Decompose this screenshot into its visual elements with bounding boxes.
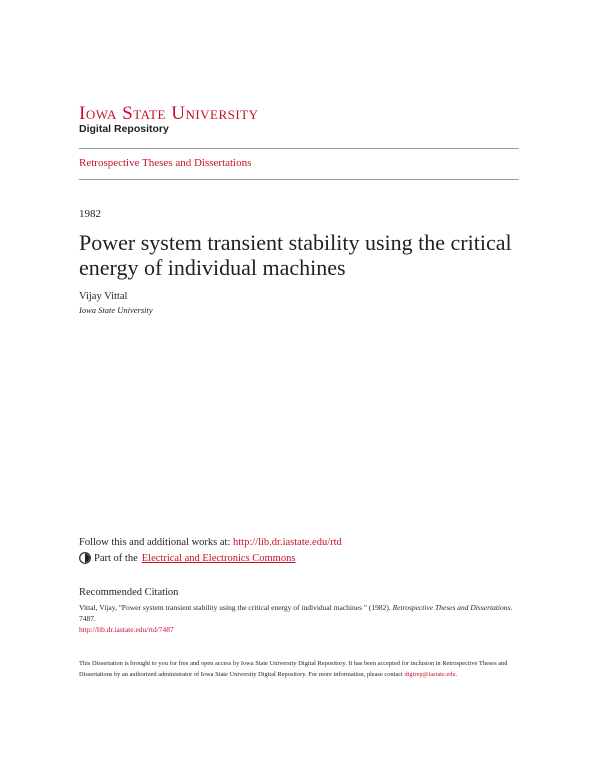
follow-text: Follow this and additional works at: <box>79 537 231 548</box>
citation-text: Vittal, Vijay, "Power system transient stability using the critical energy of individual machines " (1982). <box>79 603 391 612</box>
series-divider <box>79 179 519 180</box>
part-of-line <box>79 552 295 564</box>
series-link[interactable]: Retrospective Theses and Dissertations <box>79 157 252 169</box>
repository-url-link[interactable]: http://lib.dr.iastate.edu/rtd <box>233 537 342 548</box>
citation-url-link[interactable]: http://lib.dr.iastate.edu/rtd/7487 <box>79 625 174 634</box>
notice-end: . <box>455 671 458 678</box>
commons-link[interactable]: Electrical and Electronics Commons <box>141 552 296 564</box>
part-of-text: Part of the <box>94 552 138 564</box>
notice-text: This Dissertation is brought to you for free and open access by Iowa State University Digital Repository. It has been accepted for inclusion in Retrospective Theses and Dissertations by an authorized administrator of Iowa State University Digital Repository. For more information, please contact <box>79 660 508 678</box>
repository-logo-text: Digital Repository <box>79 123 169 135</box>
university-logo: Iowa State University <box>79 103 259 124</box>
contact-email-link[interactable]: digirep@iastate.edu <box>404 671 456 678</box>
top-divider <box>79 148 519 149</box>
creative-commons-icon <box>79 552 91 564</box>
citation-block <box>79 602 519 635</box>
citation-series: Retrospective Theses and Dissertations <box>392 603 511 612</box>
citation-number: . 7487. <box>79 603 513 623</box>
document-title: Power system transient stability using the critical energy of individual machines <box>79 230 512 280</box>
publication-year: 1982 <box>79 208 101 220</box>
author-name: Vijay Vittal <box>79 291 128 302</box>
author-affiliation: Iowa State University <box>79 305 153 315</box>
access-notice <box>79 658 519 680</box>
recommended-citation-heading: Recommended Citation <box>79 587 179 598</box>
follow-line <box>79 537 342 548</box>
